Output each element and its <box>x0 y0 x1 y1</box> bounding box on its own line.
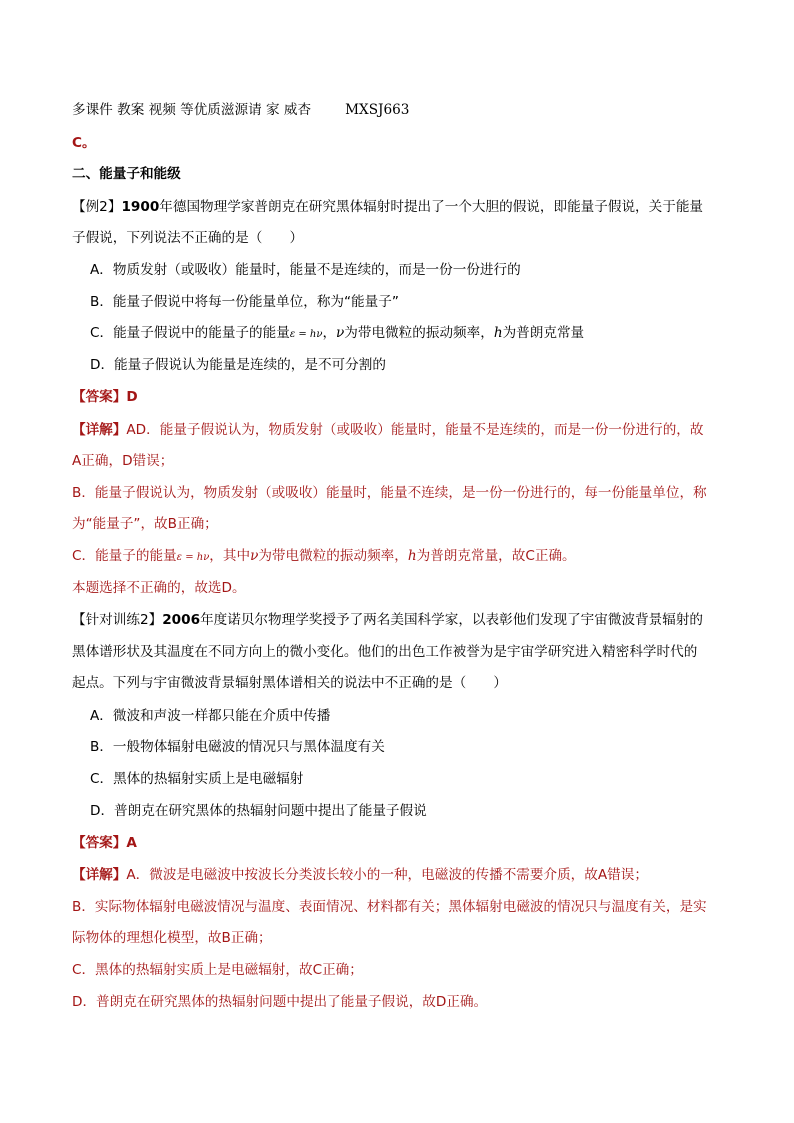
example2-detail-h: h <box>407 548 417 564</box>
example2-option-c-nu: ν <box>336 325 345 341</box>
training2-answer <box>72 833 734 853</box>
training2-detail-line1 <box>72 865 734 885</box>
header-text: 多课件 教案 视频 等优质滋源请 家 威杏 <box>72 102 312 118</box>
example2-year: 1900 <box>121 199 160 215</box>
example2-detail-formula: ε = hν <box>176 552 210 563</box>
training2-detail-text1: A．微波是电磁波中按波长分类波长较小的一种，电磁波的传播不需要介质，故A错误； <box>126 867 648 883</box>
training2-option-d: D．普朗克在研究黑体的热辐射问题中提出了能量子假说 <box>90 803 427 819</box>
example2-detail-line1 <box>72 420 734 440</box>
training2-stem-line2: 黑体谱形状及其温度在不同方向上的微小变化。他们的出色工作被誉为是宇宙学研究进入精密科学时代的 <box>72 644 698 660</box>
example2-option-c-mid: ， <box>322 325 337 341</box>
training2-year: 2006 <box>162 612 201 628</box>
example2-detail-nu: ν <box>250 548 259 564</box>
header-code: MXSJ663 <box>345 102 410 118</box>
example2-detail-tag: 【详解】 <box>72 422 127 438</box>
training2-stem-line1 <box>72 610 734 630</box>
example2-detail-line5-mid: ，其中 <box>209 548 251 564</box>
previous-answer: C。 <box>72 135 96 151</box>
header-watermark-line <box>72 100 734 120</box>
training2-detail-line5: D．普朗克在研究黑体的热辐射问题中提出了能量子假说，故D正确。 <box>72 994 488 1010</box>
example2-detail-line5-pre: C．能量子的能量 <box>72 548 177 564</box>
training2-stem-text1: 年度诺贝尔物理学奖授予了两名美国科学家，以表彰他们发现了宇宙微波背景辐射的 <box>200 612 704 628</box>
example2-option-c <box>90 323 734 345</box>
example2-option-c-mid2: 为带电微粒的振动频率， <box>344 325 494 341</box>
training2-stem-line3: 起点。下列与宇宙微波背景辐射黑体谱相关的说法中不正确的是（ ） <box>72 675 507 691</box>
training2-detail-line4: C．黑体的热辐射实质上是电磁辐射，故C正确； <box>72 962 363 978</box>
example2-detail-text1: AD．能量子假说认为，物质发射（或吸收）能量时，能量不是连续的，而是一份一份进行的，故 <box>126 422 704 438</box>
example2-option-c-pre: C．能量子假说中的能量子的能量 <box>90 325 290 341</box>
example2-option-d: D．能量子假说认为能量是连续的，是不可分割的 <box>90 357 386 373</box>
example2-stem-line1 <box>72 197 734 217</box>
example2-tag: 【例2】 <box>72 199 122 215</box>
training2-option-c: C．黑体的热辐射实质上是电磁辐射 <box>90 771 304 787</box>
example2-detail-line5-post: 为普朗克常量，故C正确。 <box>416 548 576 564</box>
training2-option-a: A．微波和声波一样都只能在介质中传播 <box>90 708 331 724</box>
example2-detail-line4: 为“能量子”，故B正确； <box>72 516 218 532</box>
training2-answer-tag: 【答案】 <box>72 835 127 851</box>
training2-detail-tag: 【详解】 <box>72 867 127 883</box>
training2-tag: 【针对训练2】 <box>72 612 163 628</box>
example2-detail-line5-mid2: 为带电微粒的振动频率， <box>258 548 408 564</box>
example2-stem-line2: 子假说，下列说法不正确的是（ ） <box>72 230 304 246</box>
training2-answer-value: A <box>126 835 137 851</box>
example2-option-b: B．能量子假说中将每一份能量单位，称为“能量子” <box>90 294 399 310</box>
training2-detail-line3: 际物体的理想化模型，故B正确； <box>72 930 272 946</box>
example2-stem-text1: 年德国物理学家普朗克在研究黑体辐射时提出了一个大胆的假说，即能量子假说，关于能量 <box>159 199 704 215</box>
example2-option-c-post: 为普朗克常量 <box>502 325 585 341</box>
example2-conclusion: 本题选择不正确的，故选D。 <box>72 580 246 596</box>
example2-option-c-h: h <box>493 325 503 341</box>
example2-option-c-formula: ε = hν <box>289 329 323 340</box>
example2-detail-line5 <box>72 546 734 568</box>
training2-detail-line2: B．实际物体辐射电磁波情况与温度、表面情况、材料都有关；黑体辐射电磁波的情况只与温度有关，是实 <box>72 899 707 915</box>
example2-detail-line3: B．能量子假说认为，物质发射（或吸收）能量时，能量不连续，是一份一份进行的，每一份能量单位，称 <box>72 485 707 501</box>
example2-option-a: A．物质发射（或吸收）能量时，能量不是连续的，而是一份一份进行的 <box>90 262 521 278</box>
example2-answer-tag: 【答案】 <box>72 389 127 405</box>
example2-answer <box>72 387 734 407</box>
section-title: 二、能量子和能级 <box>72 166 181 182</box>
example2-detail-line2: A正确，D错误； <box>72 453 174 469</box>
training2-option-b: B．一般物体辐射电磁波的情况只与黑体温度有关 <box>90 739 385 755</box>
example2-answer-value: D <box>126 389 138 405</box>
